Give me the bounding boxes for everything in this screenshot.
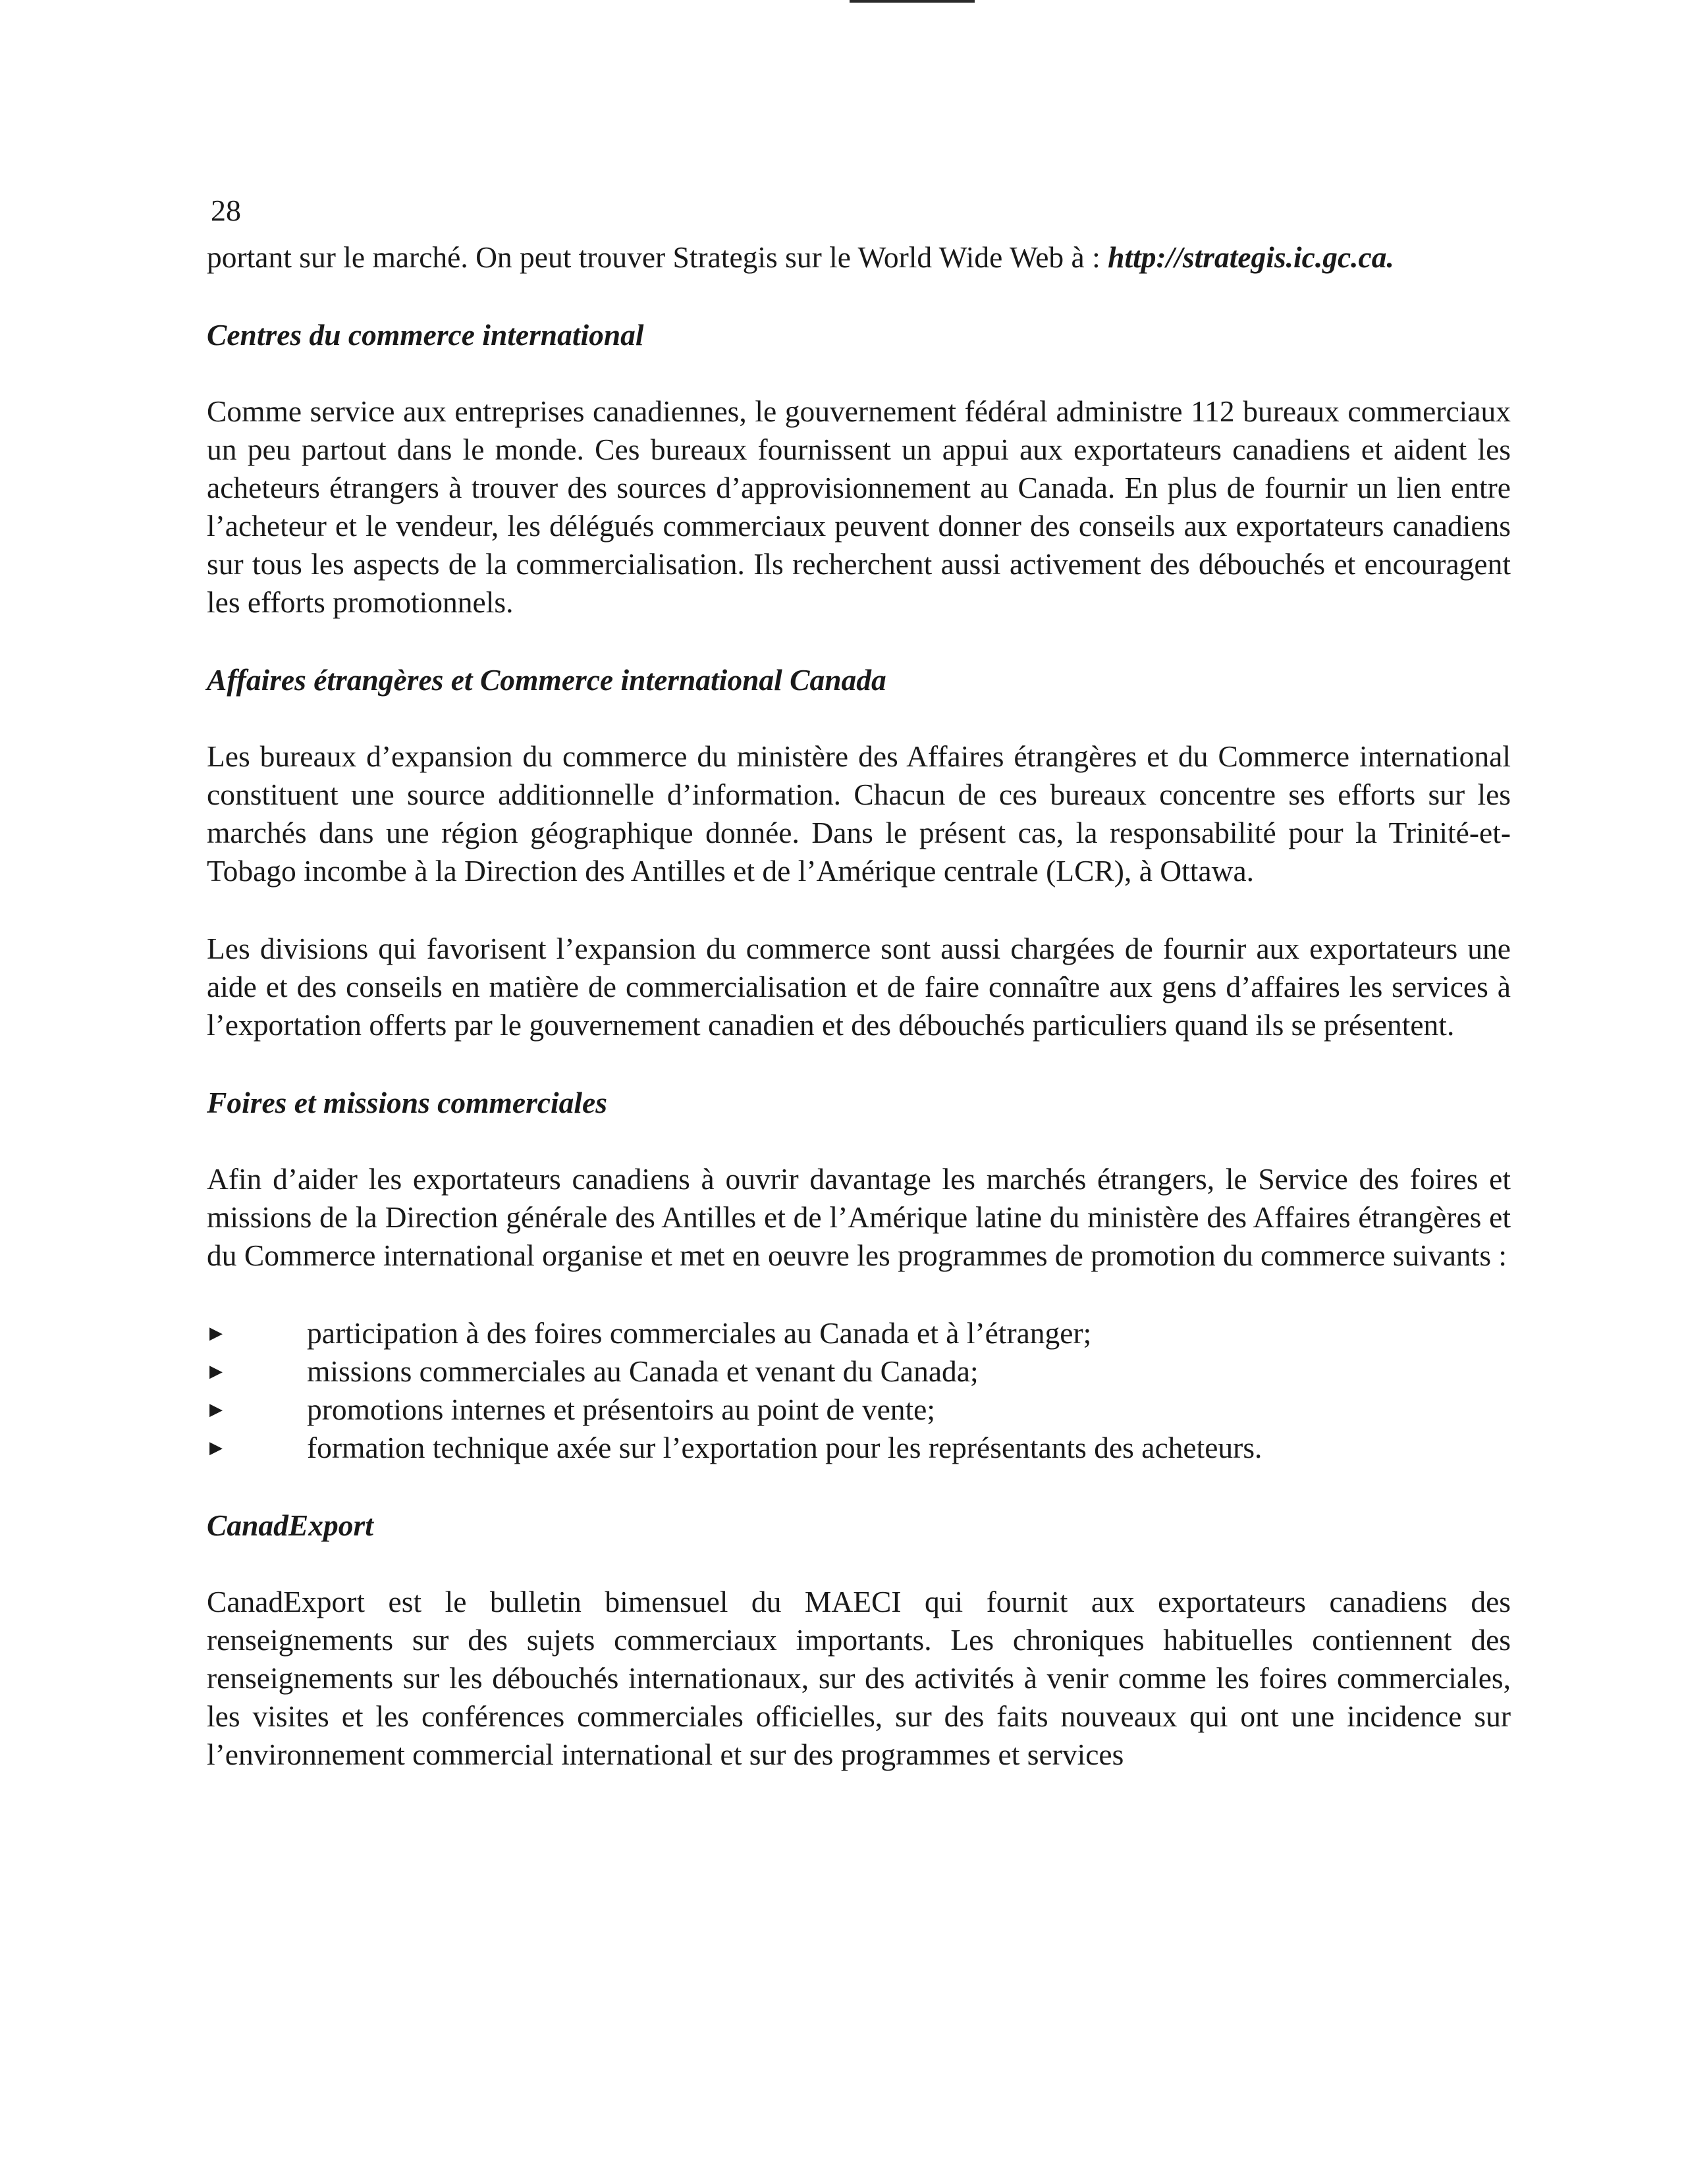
programs-bullet-list	[207, 1314, 1511, 1467]
list-item: ▶ promotions internes et présentoirs au point de vente;	[207, 1391, 1511, 1429]
paragraph-foires-missions: Afin d’aider les exportateurs canadiens à ouvrir davantage les marchés étrangers, le Service des foires et missions de la Direction générale des Antilles et de l’Amérique latine du ministère des Affaires étrangères et du Commerce international organise et met en oeuvre les programmes de promotion du commerce suivants :	[207, 1162, 1511, 1272]
page-number: 28	[211, 194, 241, 227]
intro-paragraph	[207, 238, 1511, 277]
paragraph-divisions: Les divisions qui favorisent l’expansion du commerce sont aussi chargées de fournir aux exportateurs une aide et des conseils en matière de commercialisation et de faire connaître aux gens d’affaires les services à l’exportation offerts par le gouvernement canadien et des débouchés particuliers quand ils se présentent.	[207, 932, 1511, 1042]
paragraph-canadexport: CanadExport est le bulletin bimensuel du MAECI qui fournit aux exportateurs canadiens des renseignements sur des sujets commerciaux importants. Les chroniques habituelles contiennent des renseignements sur les débouchés internationaux, sur des activités à venir comme les foires commerciales, les visites et les conférences commerciales officielles, sur des faits nouveaux qui ont une incidence sur l’environnement commercial international et sur des programmes et services	[207, 1585, 1511, 1771]
heading-centres-commerce: Centres du commerce international	[207, 318, 644, 352]
strategis-url: http://strategis.ic.gc.ca.	[1108, 240, 1394, 274]
heading-foires-missions: Foires et missions commerciales	[207, 1086, 607, 1119]
list-item: ▶ missions commerciales au Canada et venant du Canada;	[207, 1352, 1511, 1391]
list-item: ▶ participation à des foires commerciales au Canada et à l’étranger;	[207, 1314, 1511, 1352]
paragraph-bureaux-expansion: Les bureaux d’expansion du commerce du ministère des Affaires étrangères et du Commerce international constituent une source additionnelle d’information. Chacun de ces bureaux concentre ses efforts sur les marchés dans une région géographique donnée. Dans le présent cas, la responsabilité pour la Trinité-et-Tobago incombe à la Direction des Antilles et de l’Amérique centrale (LCR), à Ottawa.	[207, 739, 1511, 888]
heading-affaires-etrangeres: Affaires étrangères et Commerce international Canada	[207, 663, 886, 697]
paragraph-centres-commerce: Comme service aux entreprises canadiennes, le gouvernement fédéral administre 112 bureaux commerciaux un peu partout dans le monde. Ces bureaux fournissent un appui aux exportateurs canadiens et aident les acheteurs étrangers à trouver des sources d’approvisionnement au Canada. En plus de fournir un lien entre l’acheteur et le vendeur, les délégués commerciaux peuvent donner des conseils aux exportateurs canadiens sur tous les aspects de la commercialisation. Ils recherchent aussi activement des débouchés et encouragent les efforts promotionnels.	[207, 394, 1511, 619]
document-page	[207, 191, 1511, 1774]
intro-text: portant sur le marché. On peut trouver Strategis sur le World Wide Web à :	[207, 240, 1108, 274]
list-item: ▶ formation technique axée sur l’exportation pour les représentants des acheteurs.	[207, 1429, 1511, 1467]
heading-canadexport: CanadExport	[207, 1508, 373, 1542]
top-edge-rule	[850, 0, 975, 3]
